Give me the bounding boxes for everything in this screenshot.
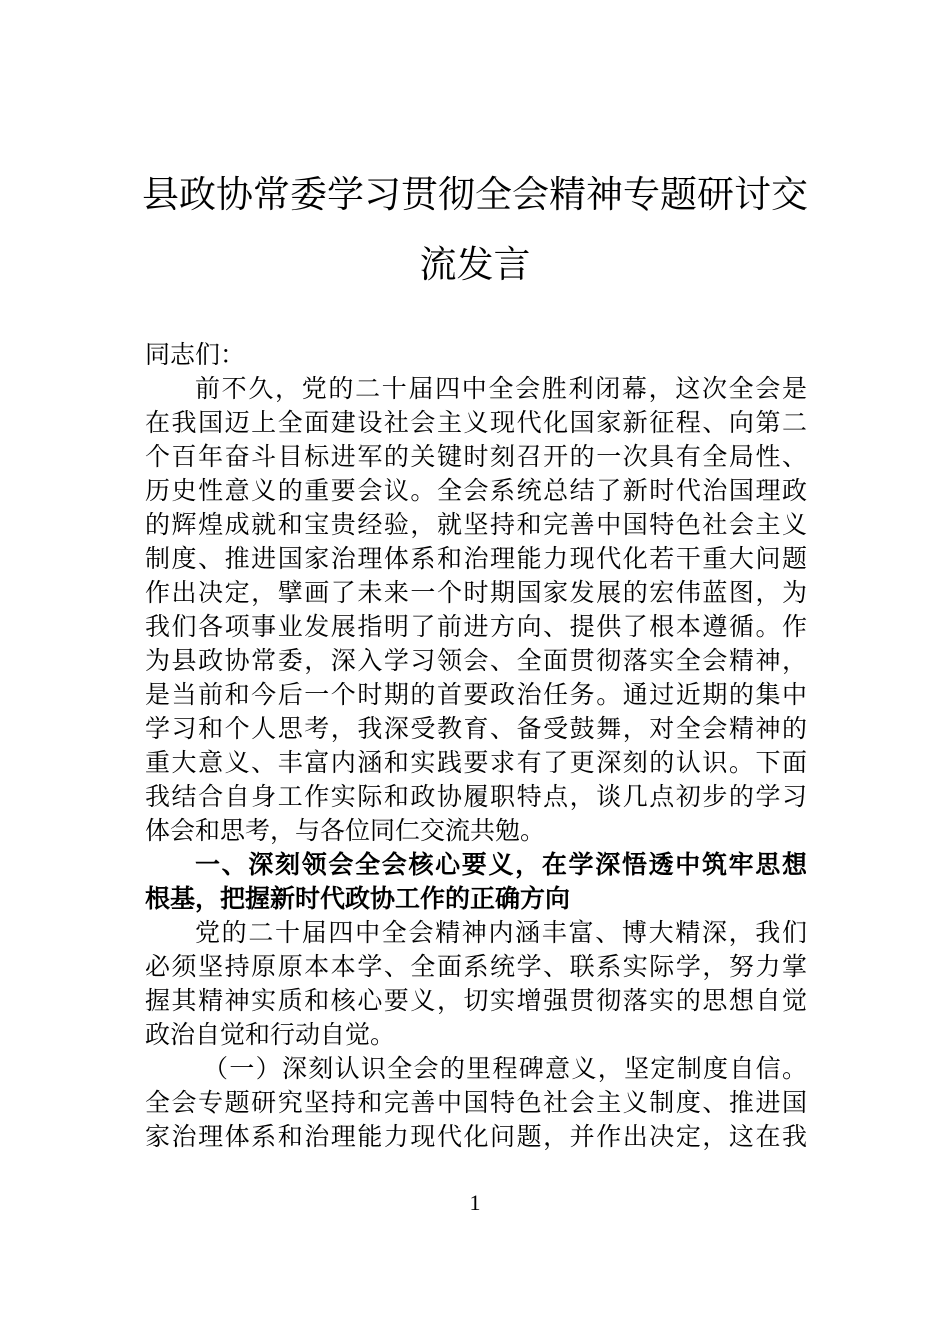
paragraph-line: 的辉煌成就和宝贵经验，就坚持和完善中国特色社会主义 [145, 510, 807, 539]
paragraph-line: 家治理体系和治理能力现代化问题，并作出决定，这在我 [145, 1122, 807, 1151]
paragraph-line: 我们各项事业发展指明了前进方向、提供了根本遵循。作 [145, 612, 807, 641]
document-title-line-1: 县政协常委学习贯彻全会精神专题研讨交 [142, 173, 808, 216]
paragraph-line: （一）深刻认识全会的里程碑意义，坚定制度自信。 [203, 1054, 807, 1083]
paragraph-line: 政治自觉和行动自觉。 [145, 1020, 396, 1049]
page-number: 1 [469, 1190, 481, 1215]
paragraph-line: 作出决定，擘画了未来一个时期国家发展的宏伟蓝图，为 [145, 578, 807, 607]
document-title-line-2: 流发言 [419, 243, 531, 286]
paragraph-line: 为县政协常委，深入学习领会、全面贯彻落实全会精神， [145, 646, 807, 675]
paragraph-line: 全会专题研究坚持和完善中国特色社会主义制度、推进国 [145, 1088, 807, 1117]
paragraph-line: 制度、推进国家治理体系和治理能力现代化若干重大问题 [145, 544, 807, 573]
paragraph-line: 我结合自身工作实际和政协履职特点，谈几点初步的学习 [145, 782, 807, 811]
paragraph-line: 党的二十届四中全会精神内涵丰富、博大精深，我们 [195, 918, 807, 947]
paragraph-line: 历史性意义的重要会议。全会系统总结了新时代治国理政 [145, 476, 807, 505]
paragraph-line: 重大意义、丰富内涵和实践要求有了更深刻的认识。下面 [145, 748, 807, 777]
paragraph-line: 体会和思考，与各位同仁交流共勉。 [145, 816, 546, 845]
paragraph-line: 是当前和今后一个时期的首要政治任务。通过近期的集中 [145, 680, 807, 709]
section-heading-line: 根基，把握新时代政协工作的正确方向 [145, 884, 571, 913]
paragraph-line: 前不久，党的二十届四中全会胜利闭幕，这次全会是 [195, 374, 807, 403]
paragraph-line: 在我国迈上全面建设社会主义现代化国家新征程、向第二 [145, 408, 807, 437]
paragraph-line: 学习和个人思考，我深受教育、备受鼓舞，对全会精神的 [145, 714, 807, 743]
salutation: 同志们： [145, 340, 246, 369]
paragraph-line: 必须坚持原原本本学、全面系统学、联系实际学，努力掌 [145, 952, 807, 981]
section-heading-line: 一、深刻领会全会核心要义，在学深悟透中筑牢思想 [195, 850, 807, 879]
paragraph-line: 个百年奋斗目标进军的关键时刻召开的一次具有全局性、 [145, 442, 807, 471]
document-body [145, 338, 807, 1154]
paragraph-line: 握其精神实质和核心要义，切实增强贯彻落实的思想自觉 [145, 986, 807, 1015]
